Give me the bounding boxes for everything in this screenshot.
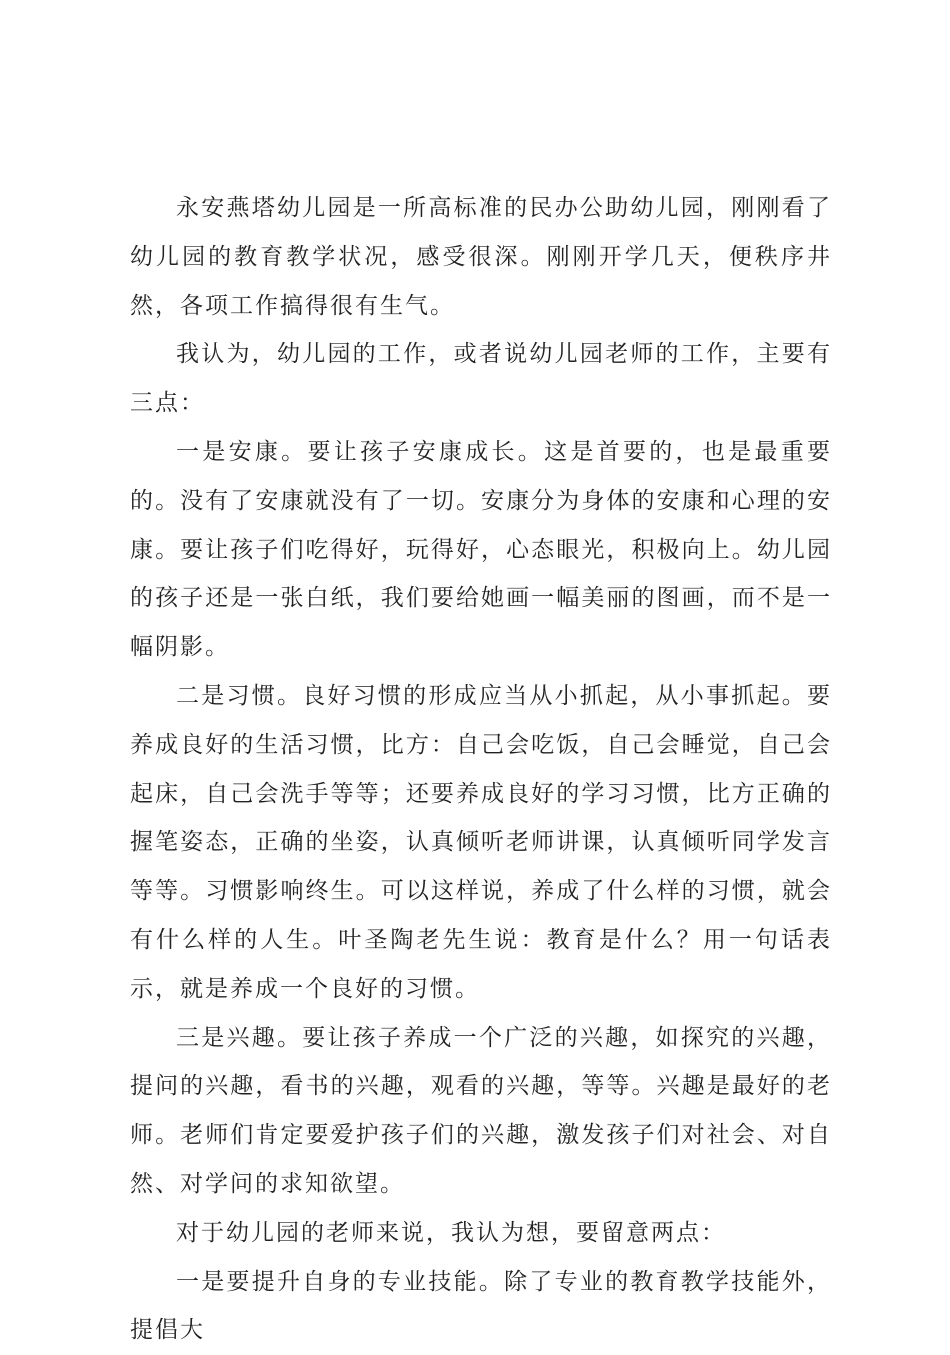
paragraph-habits: 二是习惯。良好习惯的形成应当从小抓起，从小事抓起。要养成良好的生活习惯，比方：自己会吃饭，自己会睡觉，自己会起床，自己会洗手等等；还要养成良好的学习习惯，比方正确的握笔姿态，正确的坐姿，认真倾听老师讲课，认真倾听同学发言等等。习惯影响终生。可以这样说，养成了什么样的习惯，就会有什么样的人生。叶圣陶老先生说：教育是什么？用一句话表示，就是养成一个良好的习惯。	[130, 682, 832, 1002]
paragraph-intro: 永安燕塔幼儿园是一所高标准的民办公助幼儿园，刚刚看了幼儿园的教育教学状况，感受很深。刚刚开学几天，便秩序井然，各项工作搞得很有生气。	[130, 195, 832, 319]
document-page	[130, 184, 832, 1355]
paragraph-teachers-two-points: 对于幼儿园的老师来说，我认为想，要留意两点：	[176, 1219, 726, 1246]
paragraph-three-points: 我认为，幼儿园的工作，或者说幼儿园老师的工作，主要有三点：	[130, 341, 832, 417]
paragraph-interest: 三是兴趣。要让孩子养成一个广泛的兴趣，如探究的兴趣，提问的兴趣，看书的兴趣，观看的兴趣，等等。兴趣是最好的老师。老师们肯定要爱护孩子们的兴趣，激发孩子们对社会、对自然、对学问的求知欲望。	[130, 1024, 832, 1197]
paragraph-professional-skills: 一是要提升自身的专业技能。除了专业的教育教学技能外，提倡大	[130, 1268, 832, 1344]
paragraph-health: 一是安康。要让孩子安康成长。这是首要的，也是最重要的。没有了安康就没有了一切。安康分为身体的安康和心理的安康。要让孩子们吃得好，玩得好，心态眼光，积极向上。幼儿园的孩子还是一张白纸，我们要给她画一幅美丽的图画，而不是一幅阴影。	[130, 438, 832, 661]
